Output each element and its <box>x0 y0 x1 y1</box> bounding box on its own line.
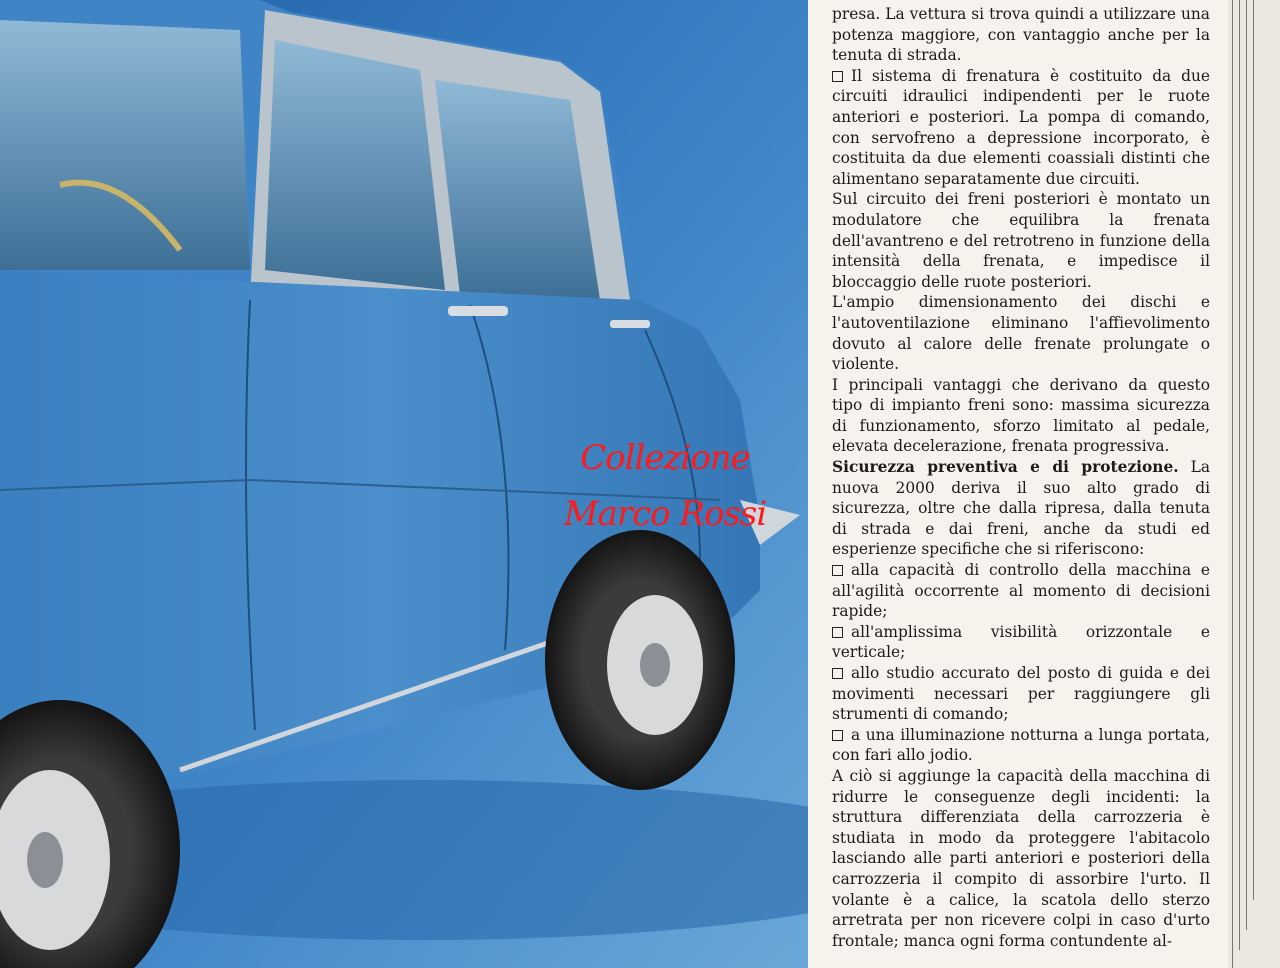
list-item-2 <box>832 622 1210 663</box>
paragraph-2-text: Il sistema di frenatura è costituito da due circuiti idraulici indipendenti per le ruote anteriori e posteriori. La pompa di comando, con servofreno a depressione incorporato, è costituita da due elementi coassiali distinti che alimentano separatamente due circuiti. <box>832 66 1210 188</box>
paragraph-3: Sul circuito dei freni posteriori è montato un modulatore che equilibra la frenata dell'avantreno e del retrotreno in funzione della intensità della frenata, e impedisce il bloccaggio delle ruote posteriori. <box>832 190 1210 291</box>
page-edge-line <box>1232 0 1233 968</box>
page-edge-line <box>1246 0 1247 930</box>
paragraph-1: presa. La vettura si trova quindi a utilizzare una potenza maggiore, con vantaggio anche per la tenuta di strada. <box>832 5 1210 65</box>
checkbox-icon <box>832 565 843 576</box>
section-heading: Sicurezza preventiva e di protezione. <box>832 458 1179 477</box>
page-edge-line <box>1239 0 1240 950</box>
paragraph-5: I principali vantaggi che derivano da questo tipo di impianto freni sono: massima sicurezza di funzionamento, sforzo limitato al pedale, elevata decelerazione, frenata progressiva. <box>832 375 1210 456</box>
checkbox-icon <box>832 627 843 638</box>
list-item-1-text: alla capacità di controllo della macchina e all'agilità occorrente al momento di decisioni rapide; <box>832 561 1210 621</box>
list-item-2-text: all'amplissima visibilità orizzontale e verticale; <box>832 622 1210 662</box>
list-item-4-text: a una illuminazione notturna a lunga portata, con fari allo jodio. <box>832 725 1210 765</box>
page-edges <box>1228 0 1280 968</box>
checkbox-icon <box>832 71 843 82</box>
watermark-line-1: Collezione <box>580 438 750 478</box>
paragraph-2 <box>832 66 1210 190</box>
paragraph-4: L'ampio dimensionamento dei dischi e l'autoventilazione eliminano l'affievolimento dovuto al calore delle frenate prolungate o violente. <box>832 293 1210 374</box>
paragraph-6-text: La nuova 2000 deriva il suo alto grado di sicurezza, oltre che dalla ripresa, dalla tenuta di strada e dai freni, anche da studi ed esperienze specifiche che si riferiscono: <box>832 458 1210 559</box>
checkbox-icon <box>832 730 843 741</box>
text-column <box>832 4 1210 951</box>
list-item-4 <box>832 725 1210 766</box>
watermark-line-2: Marco Rossi <box>563 494 767 534</box>
paragraph-7: A ciò si aggiunge la capacità della macchina di ridurre le conseguenze degli incidenti: la struttura differenziata della carrozzeria è studiata in modo da proteggere l'abitacolo lasciando alle parti anteriori e posteriori della carrozzeria il compito di assorbire l'urto. Il volante è a calice, la scatola dello sterzo arretrata per non ricevere colpi in caso d'urto frontale; manca ogni forma contundente al- <box>832 766 1210 950</box>
list-item-1 <box>832 560 1210 622</box>
list-item-3-text: allo studio accurato del posto di guida e dei movimenti necessari per raggiungere gli strumenti di comando; <box>832 664 1210 724</box>
checkbox-icon <box>832 668 843 679</box>
text-page <box>808 0 1228 968</box>
page-edge-line <box>1253 0 1254 900</box>
paragraph-6 <box>832 457 1210 560</box>
list-item-3 <box>832 663 1210 725</box>
